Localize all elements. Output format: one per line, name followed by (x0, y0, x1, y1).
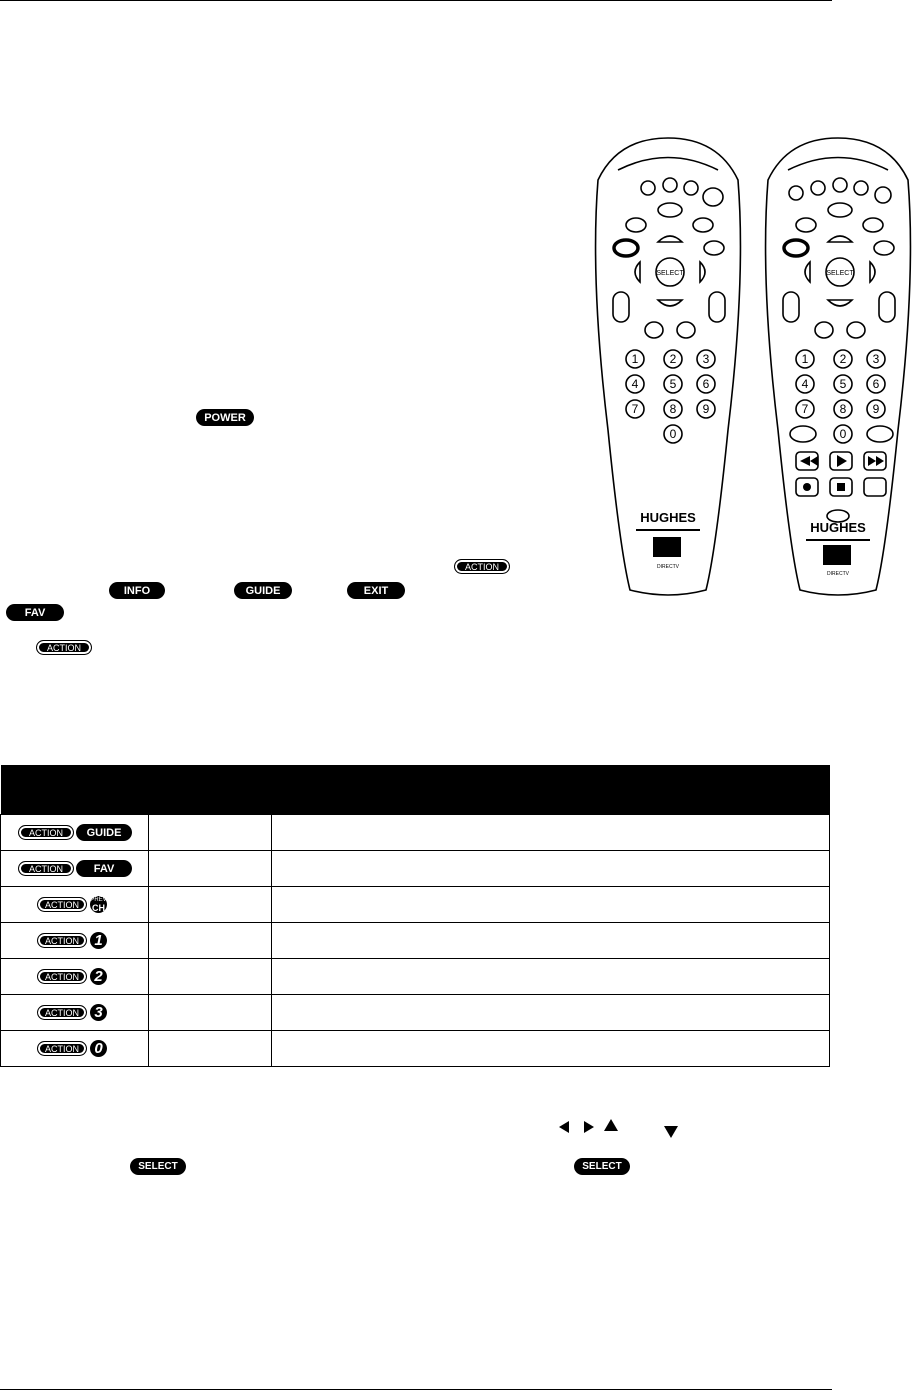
svg-text:2: 2 (669, 352, 677, 366)
remote-left-labels (632, 270, 710, 570)
svg-text:1: 1 (631, 352, 639, 366)
arrow-right-icon (583, 1120, 595, 1134)
remote-left-brand: HUGHES (640, 510, 696, 525)
svg-text:4: 4 (801, 377, 809, 391)
svg-text:9: 9 (702, 402, 710, 416)
number-3-button-icon: 3 (90, 1004, 107, 1021)
number-0-button-icon: 0 (90, 1040, 107, 1057)
table-row (1, 887, 830, 923)
remote-right-select-label: SELECT (826, 270, 854, 277)
svg-text:6: 6 (872, 377, 880, 391)
arrow-up-icon (603, 1118, 619, 1132)
svg-text:0: 0 (839, 427, 847, 441)
guide-button-icon: GUIDE (76, 824, 132, 841)
fav-button-icon: FAV (76, 860, 132, 877)
action-button-icon: ACTION (37, 1041, 87, 1056)
table-row (1, 995, 830, 1031)
svg-text:1: 1 (801, 352, 809, 366)
svg-text:3: 3 (872, 352, 880, 366)
svg-text:5: 5 (839, 377, 847, 391)
svg-text:5: 5 (669, 377, 677, 391)
number-2-button-icon: 2 (90, 968, 107, 985)
svg-text:4: 4 (631, 377, 639, 391)
table-row (1, 815, 830, 851)
svg-text:2: 2 (839, 352, 847, 366)
arrow-down-icon (663, 1125, 679, 1139)
prev-ch-button-icon: PREV CH (90, 897, 107, 913)
info-button-icon: INFO (109, 582, 165, 599)
svg-text:8: 8 (669, 402, 677, 416)
select-button-icon: SELECT (574, 1158, 630, 1175)
action-button-icon: ACTION (454, 559, 510, 574)
action-button-icon: ACTION (36, 640, 92, 655)
svg-text:6: 6 (702, 377, 710, 391)
action-button-icon: ACTION (18, 825, 74, 840)
svg-text:9: 9 (872, 402, 880, 416)
table-row (1, 959, 830, 995)
action-button-icon: ACTION (37, 897, 87, 912)
svg-text:0: 0 (669, 427, 677, 441)
action-button-icon: ACTION (37, 933, 87, 948)
remote-control-illustration (588, 130, 915, 602)
svg-text:8: 8 (839, 402, 847, 416)
action-button-icon: ACTION (18, 861, 74, 876)
remote-left-select-label: SELECT (656, 270, 684, 277)
bottom-rule (0, 1389, 832, 1390)
action-button-icon: ACTION (37, 969, 87, 984)
guide-button-icon: GUIDE (234, 582, 292, 599)
power-button-icon: POWER (196, 409, 254, 426)
top-rule (0, 0, 832, 1)
select-button-icon: SELECT (130, 1158, 186, 1175)
table-row (1, 1031, 830, 1067)
fav-button-icon: FAV (6, 604, 64, 621)
svg-text:3: 3 (702, 352, 710, 366)
table-header (1, 765, 830, 815)
svg-text:7: 7 (631, 402, 639, 416)
remote-right-brand: HUGHES (810, 520, 866, 535)
exit-button-icon: EXIT (347, 582, 405, 599)
table-row (1, 851, 830, 887)
remote-right-labels (800, 270, 884, 577)
remote-left-footer: DIRECTV (657, 564, 679, 570)
shortcut-table (0, 765, 830, 1067)
remote-left (596, 138, 741, 595)
number-1-button-icon: 1 (90, 932, 107, 949)
svg-text:7: 7 (801, 402, 809, 416)
arrow-left-icon (558, 1120, 570, 1134)
remote-right-footer: DIRECTV (827, 571, 849, 577)
action-button-icon: ACTION (37, 1005, 87, 1020)
table-row (1, 923, 830, 959)
